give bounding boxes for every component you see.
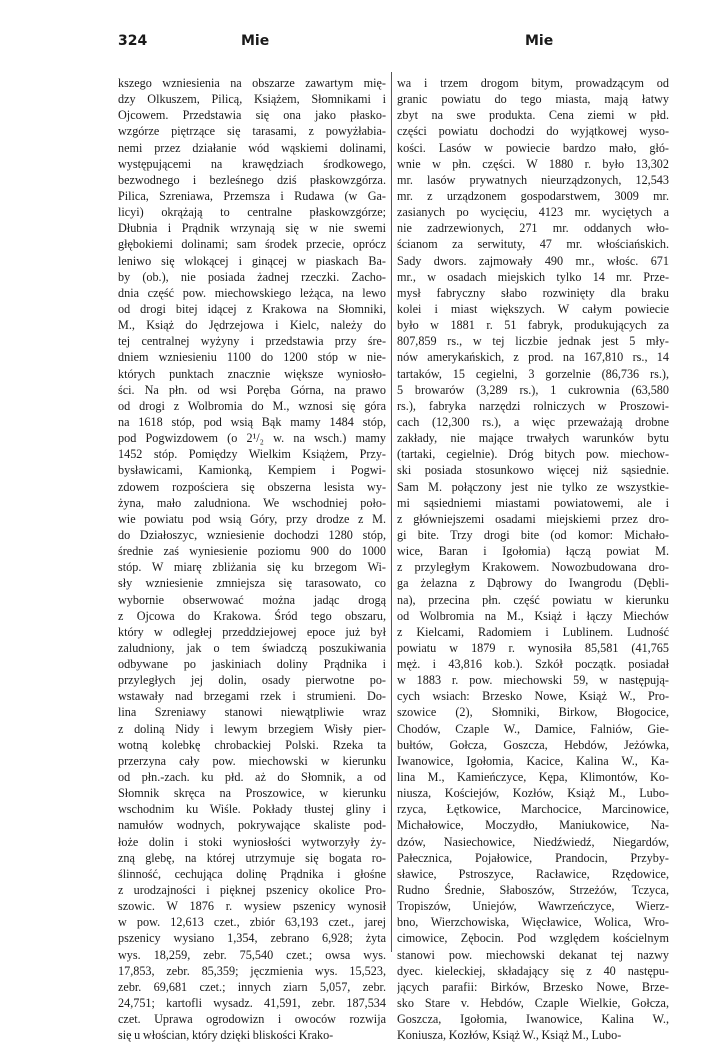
text-line: niusza, Kościejów, Kozłów, Książ M., Lubo- [397,786,669,801]
text-line: dyec. kieleckiej, składający się z 40 następu- [397,963,669,978]
text-line: licyi) okrążają to centralne płaskowzgórze; [118,205,386,220]
text-line: części powiatu dochodzi do wyjątkowej wyso- [397,124,669,139]
text-line: wybornie obserwować można jadąc drogą [118,592,386,607]
text-line: zebr. 69,681 czet.; innych ziarn 5,057, zebr. [118,979,386,994]
text-line: sko Stare v. Hebdów, Czaple Wielkie, Gołcza, [397,996,669,1011]
text-line: Tropiszów, Uniejów, Wawrzeńczyce, Wierz- [397,899,669,914]
text-line: stanowi pow. miechowski dekanat tej nazwy [397,947,669,962]
text-line: wa i trzem drogom bitym, prowadzącym od [397,76,669,90]
text-line: cych wsiach: Brzesko Nowe, Książ W., Pro- [397,689,669,704]
text-line: w pow. 12,613 czet., zbiór 63,193 czet., jarej [118,915,386,930]
text-line: M., Książ do Jędrzejowa i Kielc, należy do [118,318,386,333]
text-line: Chodów, Czaple W., Damice, Falniów, Gie- [397,721,669,736]
text-line: średnie zaś wyniesienie poziomu 900 do 1000 [118,544,386,559]
text-line: z doliną Nidy i lewym brzegiem Wisły pier- [118,721,386,736]
text-line: od Wolbromia na M., Książ i łączy Miechów [397,608,669,623]
text-line: kszego wzniesienia na obszarze zawartym mię- [118,76,386,90]
left-text-column [118,75,386,1043]
text-line: nemi przez działanie wód wąskiemi dolinami, [118,140,386,155]
text-line: granic powiatu do tego miasta, mają łatwy [397,92,669,107]
text-line: wstawały nad brzegami rzek i strumieni. Do- [118,689,386,704]
text-line: cach (12,300 rs.), a więc przeważają drobne [397,414,669,429]
text-line: jących parafii: Birków, Brzesko Nowe, Brze- [397,979,669,994]
text-line: Dłubnia i Prądnik wrzynają się w nie swemi [118,221,386,236]
right-text-column [397,75,669,1043]
text-line: Sam M. połączony jest nie tylko ze wszystkie- [397,479,669,494]
text-line: przerzyna cały pow. miechowski w kierunku [118,753,386,768]
text-line: szowice (2), Słomniki, Birkow, Błogocice, [397,705,669,720]
text-line: Iwanowice, Igołomia, Kacice, Kalina W., Ka- [397,753,669,768]
text-line: rzyca, Łętkowice, Marchocice, Marcinowice, [397,802,669,817]
text-line: z urodzajności i pięknej pszenicy okolice Pro- [118,883,386,898]
text-line: 1452 stóp. Pomiędzy Wielkim Książem, Przy- [118,447,386,462]
text-line: odbywane po jaskiniach doliny Prądnika i [118,657,386,672]
text-line: sły wzniesienie zmniejsza się tarasowato, co [118,576,386,591]
text-line: by (ob.), nie posiada żadnej rzeczki. Zacho- [118,269,386,284]
text-line: dzów, Nasiechowice, Niedźwiedź, Niegardów, [397,834,669,849]
text-line: bezwodnego i bezleśnego dziś płaskowzgórza. [118,172,386,187]
text-line: (tartaki, cegielnie). Dróg bitych pow. miechow- [397,447,669,462]
text-line: gi bite. Trzy drogi bite (od komor: Michało- [397,527,669,542]
text-line: nie zadrzewionych, 271 mr. oddanych wło- [397,221,669,236]
text-line: rs.), fabryka narzędzi rolniczych w Proszowi- [397,398,669,413]
text-line: męż. i 43,816 kob.). Szkół początk. posiadał [397,657,669,672]
text-line: Pilica, Szreniawa, Przemsza i Rudawa (w Ga- [118,188,386,203]
text-line: których punktach znacznie większe wyniosło- [118,366,386,381]
text-line: do Działoszyc, wzniesienie dochodzi 1280 stóp, [118,527,386,542]
text-line: ścianom za serwituty, 47 mr. włościańskich. [397,237,669,252]
text-line: wotną kolebkę chrobackiej Polski. Rzeka ta [118,737,386,752]
text-line: przyległych jej dolin, osady pierwotne po- [118,673,386,688]
text-line: mr. lasów prywatnych nieurządzonych, 12,543 [397,172,669,187]
text-line: tartaków, 15 cegielni, 3 gorzelnie (86,736 rs.), [397,366,669,381]
text-line: z Ojcowa do Krakowa. Śród tego obszaru, [118,608,386,623]
text-line: czet. Uprawa ogrodowizn i owoców rozwija [118,1012,386,1027]
text-line: zakłady, nie mające trwałych warunków bytu [397,431,669,446]
text-line: Słomnik skręca na Proszowice, w kierunku [118,786,386,801]
text-line: lina M., Kamieńczyce, Kępa, Klimontów, Ko- [397,770,669,785]
text-line: bno, Wierzchowiska, Więcławice, Wolica, Wro- [397,915,669,930]
text-line: 5 browarów (3,289 rs.), 1 cukrownia (63,580 [397,382,669,397]
text-line: lina Szreniawy stanowi niewątpliwie wraz [118,705,386,720]
text-line: powiatu w 1879 r. wynosiła 85,581 (41,765 [397,640,669,655]
text-line: wnie w płn. części. W 1880 r. było 13,302 [397,156,669,171]
text-line: Michałowice, Moczydło, Maniukowice, Na- [397,818,669,833]
text-line: łoże dolin i stoki wyniosłości wytworzyły ży- [118,834,386,849]
text-line: 807,859 rs., w tej liczbie jednak jest 5 mły- [397,334,669,349]
text-line: ści. Na płn. od wsi Poręba Górna, na prawo [118,382,386,397]
column-divider [391,72,392,952]
text-line: na 1618 stóp, pod wsią Bąk mamy 1484 stóp, [118,414,386,429]
text-line: dnia część pow. miechowskiego leżąca, na lewo [118,285,386,300]
text-line: cimowice, Zębocin. Pod względem kościelnym [397,931,669,946]
running-head-left: Mie [241,33,270,49]
text-line: zną glebę, na której utrzymuje się bogata ro- [118,850,386,865]
text-line: wys. 18,259, zebr. 75,540 czet.; owsa wys. [118,947,386,962]
text-line: dniem wzniesieniu 1100 do 1200 stóp w nie- [118,350,386,365]
text-line: z przyległym Krakowem. Nowozbudowana dro- [397,560,669,575]
text-line: zaludniony, jak o tem świadczą poszukiwania [118,640,386,655]
text-line: szowic. W 1876 r. wysiew pszenicy wynosił [118,899,386,914]
text-line: zdowem rozpościera się obszerna lesista wy- [118,479,386,494]
text-line: bułtów, Gołcza, Goszcza, Hebdów, Jeżówka, [397,737,669,752]
text-line: dzy Olkuszem, Pilicą, Książem, Słomnikami i [118,92,386,107]
text-line: głębokiemi dolinami; sam środek przecie, oprócz [118,237,386,252]
text-line: nów amerykańskich, z prod. na 167,810 rs., 14 [397,350,669,365]
text-line: pod Pogwizdowem (o 2¹/₂ w. na wsch.) mamy [118,431,386,446]
text-line: Pałecznica, Pojałowice, Prandocin, Przyby- [397,850,669,865]
text-line: wschodnim ku Wiśle. Pokłady tłustej gliny i [118,802,386,817]
text-line: z główniejszemi osadami miejskiemi przez dro- [397,511,669,526]
text-line: się u włościan, który dzięki bliskości Krako- [118,1028,334,1043]
text-line: Rudno Średnie, Słaboszów, Strzeżów, Tczyca, [397,883,669,898]
text-line: 17,853, zebr. 85,359; jęczmienia wys. 15,523, [118,963,386,978]
text-line: z Kielcami, Radomiem i Lublinem. Ludność [397,624,669,639]
text-line: Sady dwors. zajmowały 490 mr., włośc. 671 [397,253,669,268]
text-line: stóp. W miarę zbliżania się ku brzegom Wi- [118,560,386,575]
text-line: leniwo się wlokącej i ginącej w piaskach Ba- [118,253,386,268]
text-line: zbyt na swe produkta. Cena ziemi w płd. [397,108,669,123]
text-line: Goszcza, Igołomia, Iwanowice, Kalina W., [397,1012,669,1027]
text-line: namułów wodnych, pokrywające skaliste pod- [118,818,386,833]
running-head-right: Mie [525,33,554,49]
page-number: 324 [118,33,148,49]
text-line: mr. z urządzonem gospodarstwem, 3009 mr. [397,188,669,203]
page-header [118,33,666,55]
text-line: który w odległej przeddziejowej epoce już był [118,624,386,639]
text-line: ski posiada stosunkowo więcej niż sąsiednie. [397,463,669,478]
text-line: 24,751; kartofli wysadz. 41,591, zebr. 187,534 [118,996,386,1011]
text-line: od drogi z Wolbromia do M., wznosi się góra [118,398,386,413]
text-line: mr., w osadach miejskich tylko 14 mr. Prze- [397,269,669,284]
text-line: ślinność, cechująca dolinę Prądnika i głośne [118,866,386,881]
text-line: kości. Lasów w powiecie bardzo mało, głó- [397,140,669,155]
text-line: żyna, mało zaludniona. We wschodniej poło- [118,495,386,510]
text-line: mi sąsiedniemi miastami powiatowemi, ale i [397,495,669,510]
text-line: bysławicami, Kamionką, Kempiem i Pogwi- [118,463,386,478]
text-line: Ojcowem. Przedstawia się ona jako płasko- [118,108,386,123]
text-line: występującemi na krawędziach środkowego, [118,156,386,171]
text-line: na), przecina płn. część powiatu w kierunku [397,592,669,607]
text-line: mysł fabryczny słabo rozwinięty dla braku [397,285,669,300]
text-line: pszenicy wysiano 1,354, zebrano 6,928; żyta [118,931,386,946]
text-line: od płn.-zach. ku płd. aż do Słomnik, a od [118,770,386,785]
text-line: wzgórze piętrzące się tarasami, z powyżłabia- [118,124,386,139]
text-line: od drogi bitej idącej z Krakowa na Słomniki, [118,301,386,316]
text-line: wice, Baran i Igołomia) łączą powiat M. [397,544,669,559]
text-line: tej centralnej wyżyny i przedstawia przy śre- [118,334,386,349]
text-line: wie powiatu pod wsią Góry, przy drodze z M. [118,511,386,526]
text-line: w 1883 r. pow. miechowski 59, w następują- [397,673,669,688]
text-line: było w 1881 r. 51 fabryk, produkujących za [397,318,669,333]
text-line: kolei i miast większych. W całym powiecie [397,301,669,316]
text-line: Koniusza, Kozłów, Książ W., Książ M., Lubo- [397,1028,622,1043]
text-line: ga żelazna z Dąbrowy do Iwangrodu (Dębli- [397,576,669,591]
text-line: zasianych po wycięciu, 4123 mr. wyciętych a [397,205,669,220]
text-line: sławice, Pstroszyce, Racławice, Rzędowice, [397,866,669,881]
